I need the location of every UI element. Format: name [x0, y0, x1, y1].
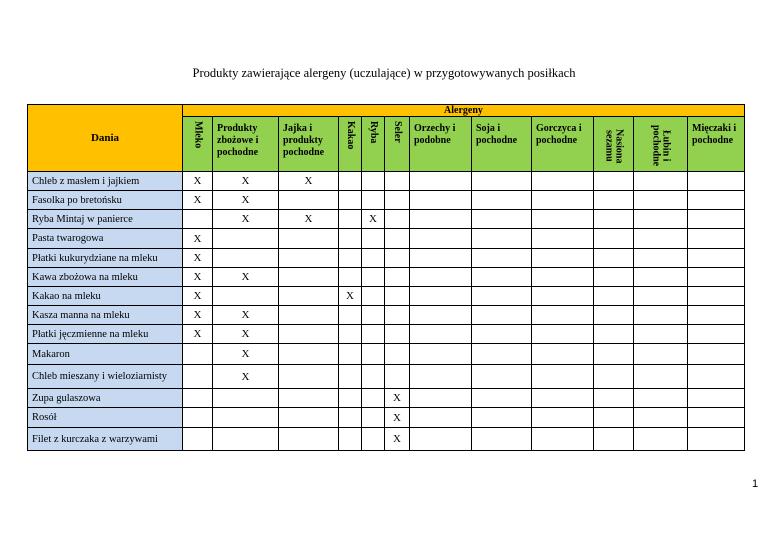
allergen-cell — [338, 324, 362, 344]
allergen-mark: X — [241, 348, 250, 360]
allergen-cell — [471, 364, 532, 389]
allergen-cell — [338, 228, 362, 249]
allergen-mark: X — [193, 232, 202, 245]
allergen-cell — [182, 171, 213, 191]
allergen-mark: X — [241, 194, 250, 206]
allergen-cell — [687, 305, 745, 325]
allergen-cell — [633, 427, 688, 451]
allergen-header — [338, 116, 362, 172]
allergen-cell — [633, 343, 688, 365]
allergen-cell — [593, 388, 634, 408]
allergen-cell — [338, 364, 362, 389]
allergen-cell — [633, 305, 688, 325]
allergen-cell — [278, 267, 339, 287]
allergen-mark: X — [304, 175, 313, 187]
allergen-header — [182, 116, 213, 172]
allergen-cell — [278, 427, 339, 451]
dish-name-cell — [27, 267, 183, 287]
allergen-cell — [278, 343, 339, 365]
allergen-cell — [384, 248, 410, 268]
allergen-cell — [212, 427, 279, 451]
allergen-cell — [338, 305, 362, 325]
allergen-cell — [687, 286, 745, 306]
allergen-cell — [471, 171, 532, 191]
allergen-cell — [687, 343, 745, 365]
allergen-cell — [278, 228, 339, 249]
allergen-cell — [338, 248, 362, 268]
page-title: Produkty zawierające alergeny (uczulające) w przygotowywanych posiłkach — [192, 66, 576, 80]
allergen-cell — [384, 190, 410, 210]
allergen-cell — [409, 364, 472, 389]
dish-name: Kakao na mleku — [32, 290, 101, 302]
allergen-cell — [384, 427, 410, 451]
dish-name: Makaron — [32, 348, 70, 360]
allergen-cell — [182, 248, 213, 268]
allergen-cell — [593, 267, 634, 287]
allergen-cell — [593, 427, 634, 451]
dish-name: Kasza manna na mleku — [32, 309, 130, 321]
allergen-cell — [409, 171, 472, 191]
allergen-cell — [633, 324, 688, 344]
allergen-cell — [361, 324, 385, 344]
allergen-cell — [361, 343, 385, 365]
allergen-cell — [471, 286, 532, 306]
allergen-cell — [361, 228, 385, 249]
dania-header — [27, 104, 183, 172]
allergen-cell — [212, 171, 279, 191]
dish-name-cell — [27, 248, 183, 268]
dish-name-cell — [27, 343, 183, 365]
allergen-cell — [212, 267, 279, 287]
allergen-cell — [471, 305, 532, 325]
allergen-cell — [633, 407, 688, 428]
allergen-cell — [633, 171, 688, 191]
allergen-cell — [409, 286, 472, 306]
allergen-cell — [182, 388, 213, 408]
allergen-cell — [182, 286, 213, 306]
dania-label: Dania — [90, 132, 120, 144]
allergen-mark: X — [393, 433, 401, 445]
allergen-cell — [182, 324, 213, 344]
allergen-cell — [633, 248, 688, 268]
allergen-cell — [278, 388, 339, 408]
allergen-cell — [182, 427, 213, 451]
dish-name: Filet z kurczaka z warzywami — [32, 433, 158, 445]
allergen-cell — [531, 267, 594, 287]
allergen-mark: X — [369, 213, 377, 225]
allergen-label: Orzechy i podobne — [414, 123, 456, 146]
allergen-cell — [212, 343, 279, 365]
allergen-mark: X — [241, 370, 250, 383]
allergen-cell — [182, 267, 213, 287]
allergen-mark: X — [241, 309, 250, 321]
allergen-cell — [687, 267, 745, 287]
allergen-mark: X — [304, 213, 313, 225]
allergen-mark: X — [193, 194, 202, 206]
allergen-cell — [531, 364, 594, 389]
page-number: 1 — [752, 478, 759, 490]
allergen-mark: X — [346, 290, 354, 302]
allergen-cell — [471, 228, 532, 249]
allergen-cell — [384, 228, 410, 249]
allergen-cell — [633, 190, 688, 210]
alergeny-label: Alergeny — [444, 105, 483, 116]
allergen-cell — [409, 388, 472, 408]
allergen-cell — [531, 305, 594, 325]
allergen-mark: X — [193, 175, 202, 187]
dish-name-cell — [27, 407, 183, 428]
allergen-cell — [593, 364, 634, 389]
allergen-label: Ryba — [368, 121, 379, 144]
allergen-cell — [361, 427, 385, 451]
allergen-cell — [278, 407, 339, 428]
allergen-cell — [531, 286, 594, 306]
allergen-cell — [687, 248, 745, 268]
allergen-cell — [633, 228, 688, 249]
allergen-mark: X — [241, 175, 250, 187]
allergen-mark: X — [193, 271, 202, 283]
allergen-label: Produkty zbożowe i pochodne — [217, 123, 259, 158]
allergen-cell — [182, 364, 213, 389]
allergen-cell — [212, 388, 279, 408]
allergen-cell — [361, 209, 385, 229]
dish-name: Płatki jęczmienne na mleku — [32, 328, 149, 340]
allergen-cell — [338, 388, 362, 408]
allergen-cell — [593, 190, 634, 210]
allergen-cell — [361, 407, 385, 428]
dish-name-cell — [27, 324, 183, 344]
allergen-cell — [471, 267, 532, 287]
allergen-cell — [278, 248, 339, 268]
allergen-cell — [409, 343, 472, 365]
allergen-header — [593, 116, 634, 172]
dish-name: Ryba Mintaj w panierce — [32, 213, 133, 225]
allergen-header — [633, 116, 688, 172]
allergen-label: Jajka i produkty pochodne — [283, 123, 325, 158]
allergen-cell — [409, 248, 472, 268]
allergen-cell — [361, 286, 385, 306]
allergen-cell — [182, 209, 213, 229]
allergen-cell — [384, 286, 410, 306]
allergen-mark: X — [241, 213, 250, 225]
allergen-cell — [212, 305, 279, 325]
allergen-cell — [182, 407, 213, 428]
dish-name-cell — [27, 209, 183, 229]
dish-name-cell — [27, 364, 183, 389]
allergen-header — [687, 116, 745, 172]
allergen-cell — [384, 267, 410, 287]
allergen-header — [531, 116, 594, 172]
allergen-cell — [531, 343, 594, 365]
allergen-cell — [338, 190, 362, 210]
allergen-mark: X — [393, 392, 401, 404]
allergen-cell — [212, 324, 279, 344]
allergen-cell — [687, 190, 745, 210]
allergen-cell — [593, 305, 634, 325]
allergen-cell — [687, 228, 745, 249]
allergen-cell — [384, 171, 410, 191]
allergen-cell — [409, 427, 472, 451]
allergen-cell — [384, 388, 410, 408]
allergen-header — [471, 116, 532, 172]
allergen-cell — [687, 324, 745, 344]
allergen-cell — [182, 228, 213, 249]
allergen-cell — [409, 209, 472, 229]
dish-name: Chleb z masłem i jajkiem — [32, 175, 140, 187]
allergen-cell — [384, 305, 410, 325]
allergen-cell — [338, 343, 362, 365]
allergen-cell — [471, 388, 532, 408]
allergen-cell — [531, 324, 594, 344]
allergen-cell — [278, 190, 339, 210]
allergen-mark: X — [193, 290, 202, 302]
allergen-cell — [409, 190, 472, 210]
dish-name: Płatki kukurydziane na mleku — [32, 252, 158, 264]
allergen-label: Nasiona sezamu — [603, 128, 625, 164]
allergen-cell — [338, 209, 362, 229]
allergen-mark: X — [393, 411, 401, 424]
allergen-cell — [384, 364, 410, 389]
allergen-cell — [593, 407, 634, 428]
allergen-mark: X — [193, 328, 202, 340]
allergen-cell — [471, 343, 532, 365]
allergen-cell — [278, 305, 339, 325]
allergen-header — [384, 116, 410, 172]
dish-name-cell — [27, 190, 183, 210]
allergen-cell — [593, 209, 634, 229]
allergen-cell — [471, 427, 532, 451]
allergen-cell — [338, 427, 362, 451]
allergen-cell — [471, 248, 532, 268]
allergen-cell — [361, 305, 385, 325]
allergen-header — [212, 116, 279, 172]
dish-name-cell — [27, 228, 183, 249]
allergen-cell — [361, 248, 385, 268]
allergen-cell — [633, 209, 688, 229]
allergen-cell — [593, 343, 634, 365]
allergen-cell — [278, 286, 339, 306]
allergen-cell — [687, 364, 745, 389]
dish-name-cell — [27, 305, 183, 325]
allergen-label: Łubin i pochodne — [650, 125, 672, 167]
allergen-cell — [361, 364, 385, 389]
allergen-label: Kakao — [345, 121, 356, 150]
allergen-cell — [687, 407, 745, 428]
allergen-cell — [278, 364, 339, 389]
allergen-cell — [338, 267, 362, 287]
allergen-mark: X — [241, 328, 250, 340]
allergen-cell — [278, 171, 339, 191]
allergen-mark: X — [241, 271, 250, 283]
allergen-cell — [409, 228, 472, 249]
allergen-cell — [633, 286, 688, 306]
allergen-cell — [409, 267, 472, 287]
allergen-cell — [633, 388, 688, 408]
allergen-cell — [361, 267, 385, 287]
allergen-cell — [593, 324, 634, 344]
allergen-cell — [531, 171, 594, 191]
allergen-cell — [384, 407, 410, 428]
allergen-cell — [182, 343, 213, 365]
allergen-header — [278, 116, 339, 172]
allergen-cell — [278, 209, 339, 229]
allergen-cell — [338, 286, 362, 306]
allergen-cell — [471, 407, 532, 428]
allergen-cell — [384, 324, 410, 344]
allergen-label: Mleko — [192, 121, 204, 149]
allergen-cell — [633, 364, 688, 389]
allergen-cell — [182, 305, 213, 325]
allergen-cell — [409, 324, 472, 344]
allergen-cell — [212, 364, 279, 389]
allergen-cell — [471, 209, 532, 229]
allergen-header — [361, 116, 385, 172]
allergen-cell — [531, 427, 594, 451]
allergen-cell — [633, 267, 688, 287]
allergen-cell — [212, 209, 279, 229]
allergen-cell — [361, 171, 385, 191]
allergen-label: Gorczyca i pochodne — [536, 123, 582, 146]
allergen-cell — [212, 228, 279, 249]
allergen-label: Seler — [392, 121, 403, 143]
allergen-cell — [212, 407, 279, 428]
allergen-label: Mięczaki i pochodne — [692, 123, 737, 146]
dish-name: Kawa zbożowa na mleku — [32, 271, 138, 283]
allergen-cell — [361, 388, 385, 408]
dish-name-cell — [27, 286, 183, 306]
allergen-cell — [687, 209, 745, 229]
allergen-mark: X — [193, 252, 202, 264]
allergen-cell — [531, 407, 594, 428]
allergen-cell — [212, 190, 279, 210]
allergen-cell — [361, 190, 385, 210]
allergen-cell — [182, 190, 213, 210]
allergen-cell — [593, 171, 634, 191]
allergen-cell — [409, 305, 472, 325]
allergen-cell — [531, 248, 594, 268]
dish-name-cell — [27, 427, 183, 451]
allergen-cell — [687, 171, 745, 191]
allergen-cell — [593, 228, 634, 249]
allergen-cell — [687, 427, 745, 451]
allergen-label: Soja i pochodne — [476, 123, 518, 146]
dish-name: Fasolka po bretońsku — [32, 194, 122, 206]
dish-name: Chleb mieszany i wieloziarnisty — [32, 371, 168, 382]
allergen-cell — [687, 388, 745, 408]
allergen-cell — [531, 388, 594, 408]
allergen-header — [409, 116, 472, 172]
allergen-cell — [212, 248, 279, 268]
allergen-cell — [212, 286, 279, 306]
allergen-cell — [409, 407, 472, 428]
allergen-mark: X — [193, 309, 202, 321]
dish-name-cell — [27, 171, 183, 191]
allergen-cell — [531, 228, 594, 249]
allergen-cell — [471, 190, 532, 210]
allergen-cell — [384, 343, 410, 365]
allergen-cell — [593, 286, 634, 306]
dish-name: Zupa gulaszowa — [32, 392, 101, 404]
allergen-cell — [531, 209, 594, 229]
dish-name: Pasta twarogowa — [32, 233, 104, 244]
allergen-cell — [593, 248, 634, 268]
allergen-cell — [471, 324, 532, 344]
dish-name: Rosół — [32, 412, 57, 423]
allergen-cell — [338, 407, 362, 428]
allergen-cell — [278, 324, 339, 344]
allergen-cell — [338, 171, 362, 191]
allergen-cell — [384, 209, 410, 229]
dish-name-cell — [27, 388, 183, 408]
allergen-cell — [531, 190, 594, 210]
